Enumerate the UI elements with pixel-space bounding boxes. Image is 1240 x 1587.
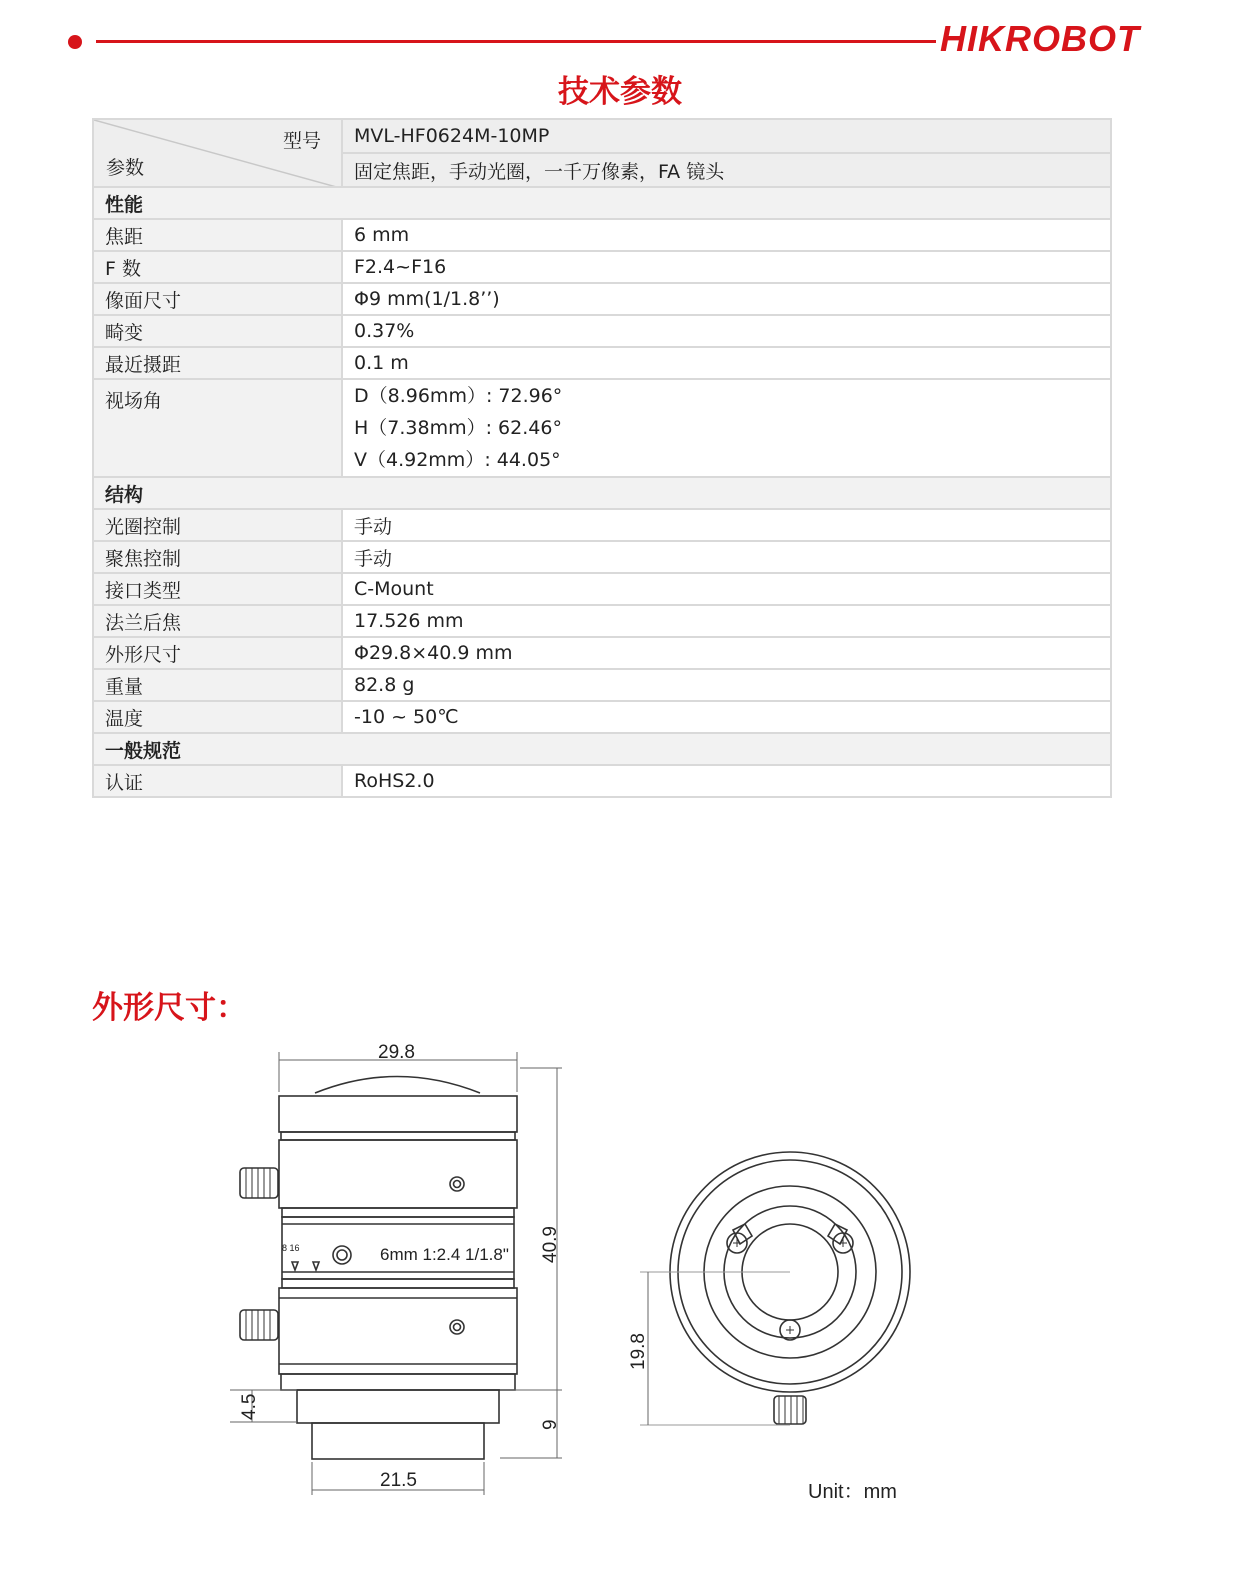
front-glass-dome [315,1077,480,1094]
spec-value: 手动 [342,541,1111,573]
fov-line: V（4.92mm）: 44.05° [354,449,561,471]
section-header-row [93,187,1111,219]
header-param-label: 参数 [106,157,145,179]
spec-row [93,669,1111,701]
section-title: 性能 [93,187,1111,219]
spec-row [93,765,1111,797]
spec-label: F 数 [93,251,342,283]
page-title: 技术参数 [558,74,682,110]
spec-row [93,509,1111,541]
spec-row [93,637,1111,669]
header-dot [68,35,82,49]
spec-value: Φ29.8×40.9 mm [342,637,1111,669]
spec-label: 视场角 [93,379,342,477]
section-title: 一般规范 [93,733,1111,765]
spec-value: Φ9 mm(1/1.8’’) [342,283,1111,315]
dimension-drawing [0,1030,1240,1510]
spec-value [342,379,1111,477]
scale-marks: 8 16 [282,1243,300,1253]
lens-marking: 6mm 1:2.4 1/1.8" [380,1245,509,1264]
spec-row [93,605,1111,637]
section-header-row [93,477,1111,509]
iris-screw [450,1177,464,1191]
spec-value: 17.526 mm [342,605,1111,637]
diagonal-header-cell [93,119,342,187]
spec-table [92,118,1112,798]
section-header-row [93,733,1111,765]
spec-value: 82.8 g [342,669,1111,701]
spec-value: 0.37% [342,315,1111,347]
spec-row [93,315,1111,347]
spec-label: 光圈控制 [93,509,342,541]
dim-center-height: 19.8 [628,1333,649,1370]
spec-header-row [93,119,1111,153]
spec-label: 重量 [93,669,342,701]
spec-row [93,283,1111,315]
dim-mount-left: 4.5 [239,1393,260,1420]
spec-row [93,701,1111,733]
front-step [281,1132,515,1140]
dim-height-total: 40.9 [540,1226,561,1263]
spec-value: -10 ~ 50℃ [342,701,1111,733]
spec-row [93,379,1111,477]
spec-label: 焦距 [93,219,342,251]
spec-row [93,347,1111,379]
marking-ring-icon [333,1246,351,1264]
spec-value: RoHS2.0 [342,765,1111,797]
dimensions-title: 外形尺寸： [92,990,247,1026]
dim-width-top: 29.8 [378,1042,415,1063]
spec-label: 法兰后焦 [93,605,342,637]
description-value: 固定焦距，手动光圈，一千万像素，FA 镜头 [342,153,1111,187]
spec-value: 0.1 m [342,347,1111,379]
mount-flange [297,1390,499,1423]
spec-label: 外形尺寸 [93,637,342,669]
c-mount-thread [312,1423,484,1459]
fov-line: H（7.38mm）: 62.46° [354,417,562,439]
focus-screw [450,1320,464,1334]
spec-label: 最近摄距 [93,347,342,379]
spec-value: C-Mount [342,573,1111,605]
spec-row [93,573,1111,605]
spec-value: 6 mm [342,219,1111,251]
dim-mount-width: 21.5 [380,1470,417,1491]
header-model-label: 型号 [282,130,321,152]
spec-row [93,251,1111,283]
spec-label: 像面尺寸 [93,283,342,315]
spec-label: 聚焦控制 [93,541,342,573]
spec-row [93,541,1111,573]
unit-label: Unit：mm [808,1481,897,1503]
header-rule [96,40,936,43]
spec-value: 手动 [342,509,1111,541]
spec-label: 认证 [93,765,342,797]
hikrobot-logo: HIKROBOT [940,18,1140,59]
section-title: 结构 [93,477,1111,509]
spec-value: F2.4~F16 [342,251,1111,283]
spec-label: 畸变 [93,315,342,347]
iris-ring [279,1140,517,1208]
spec-row [93,219,1111,251]
spec-label: 接口类型 [93,573,342,605]
dim-mount-right: 9 [540,1419,561,1430]
spec-label: 温度 [93,701,342,733]
front-ring [279,1096,517,1132]
model-value: MVL-HF0624M-10MP [342,119,1111,153]
fov-line: D（8.96mm）: 72.96° [354,385,563,407]
focus-ring [279,1288,517,1374]
